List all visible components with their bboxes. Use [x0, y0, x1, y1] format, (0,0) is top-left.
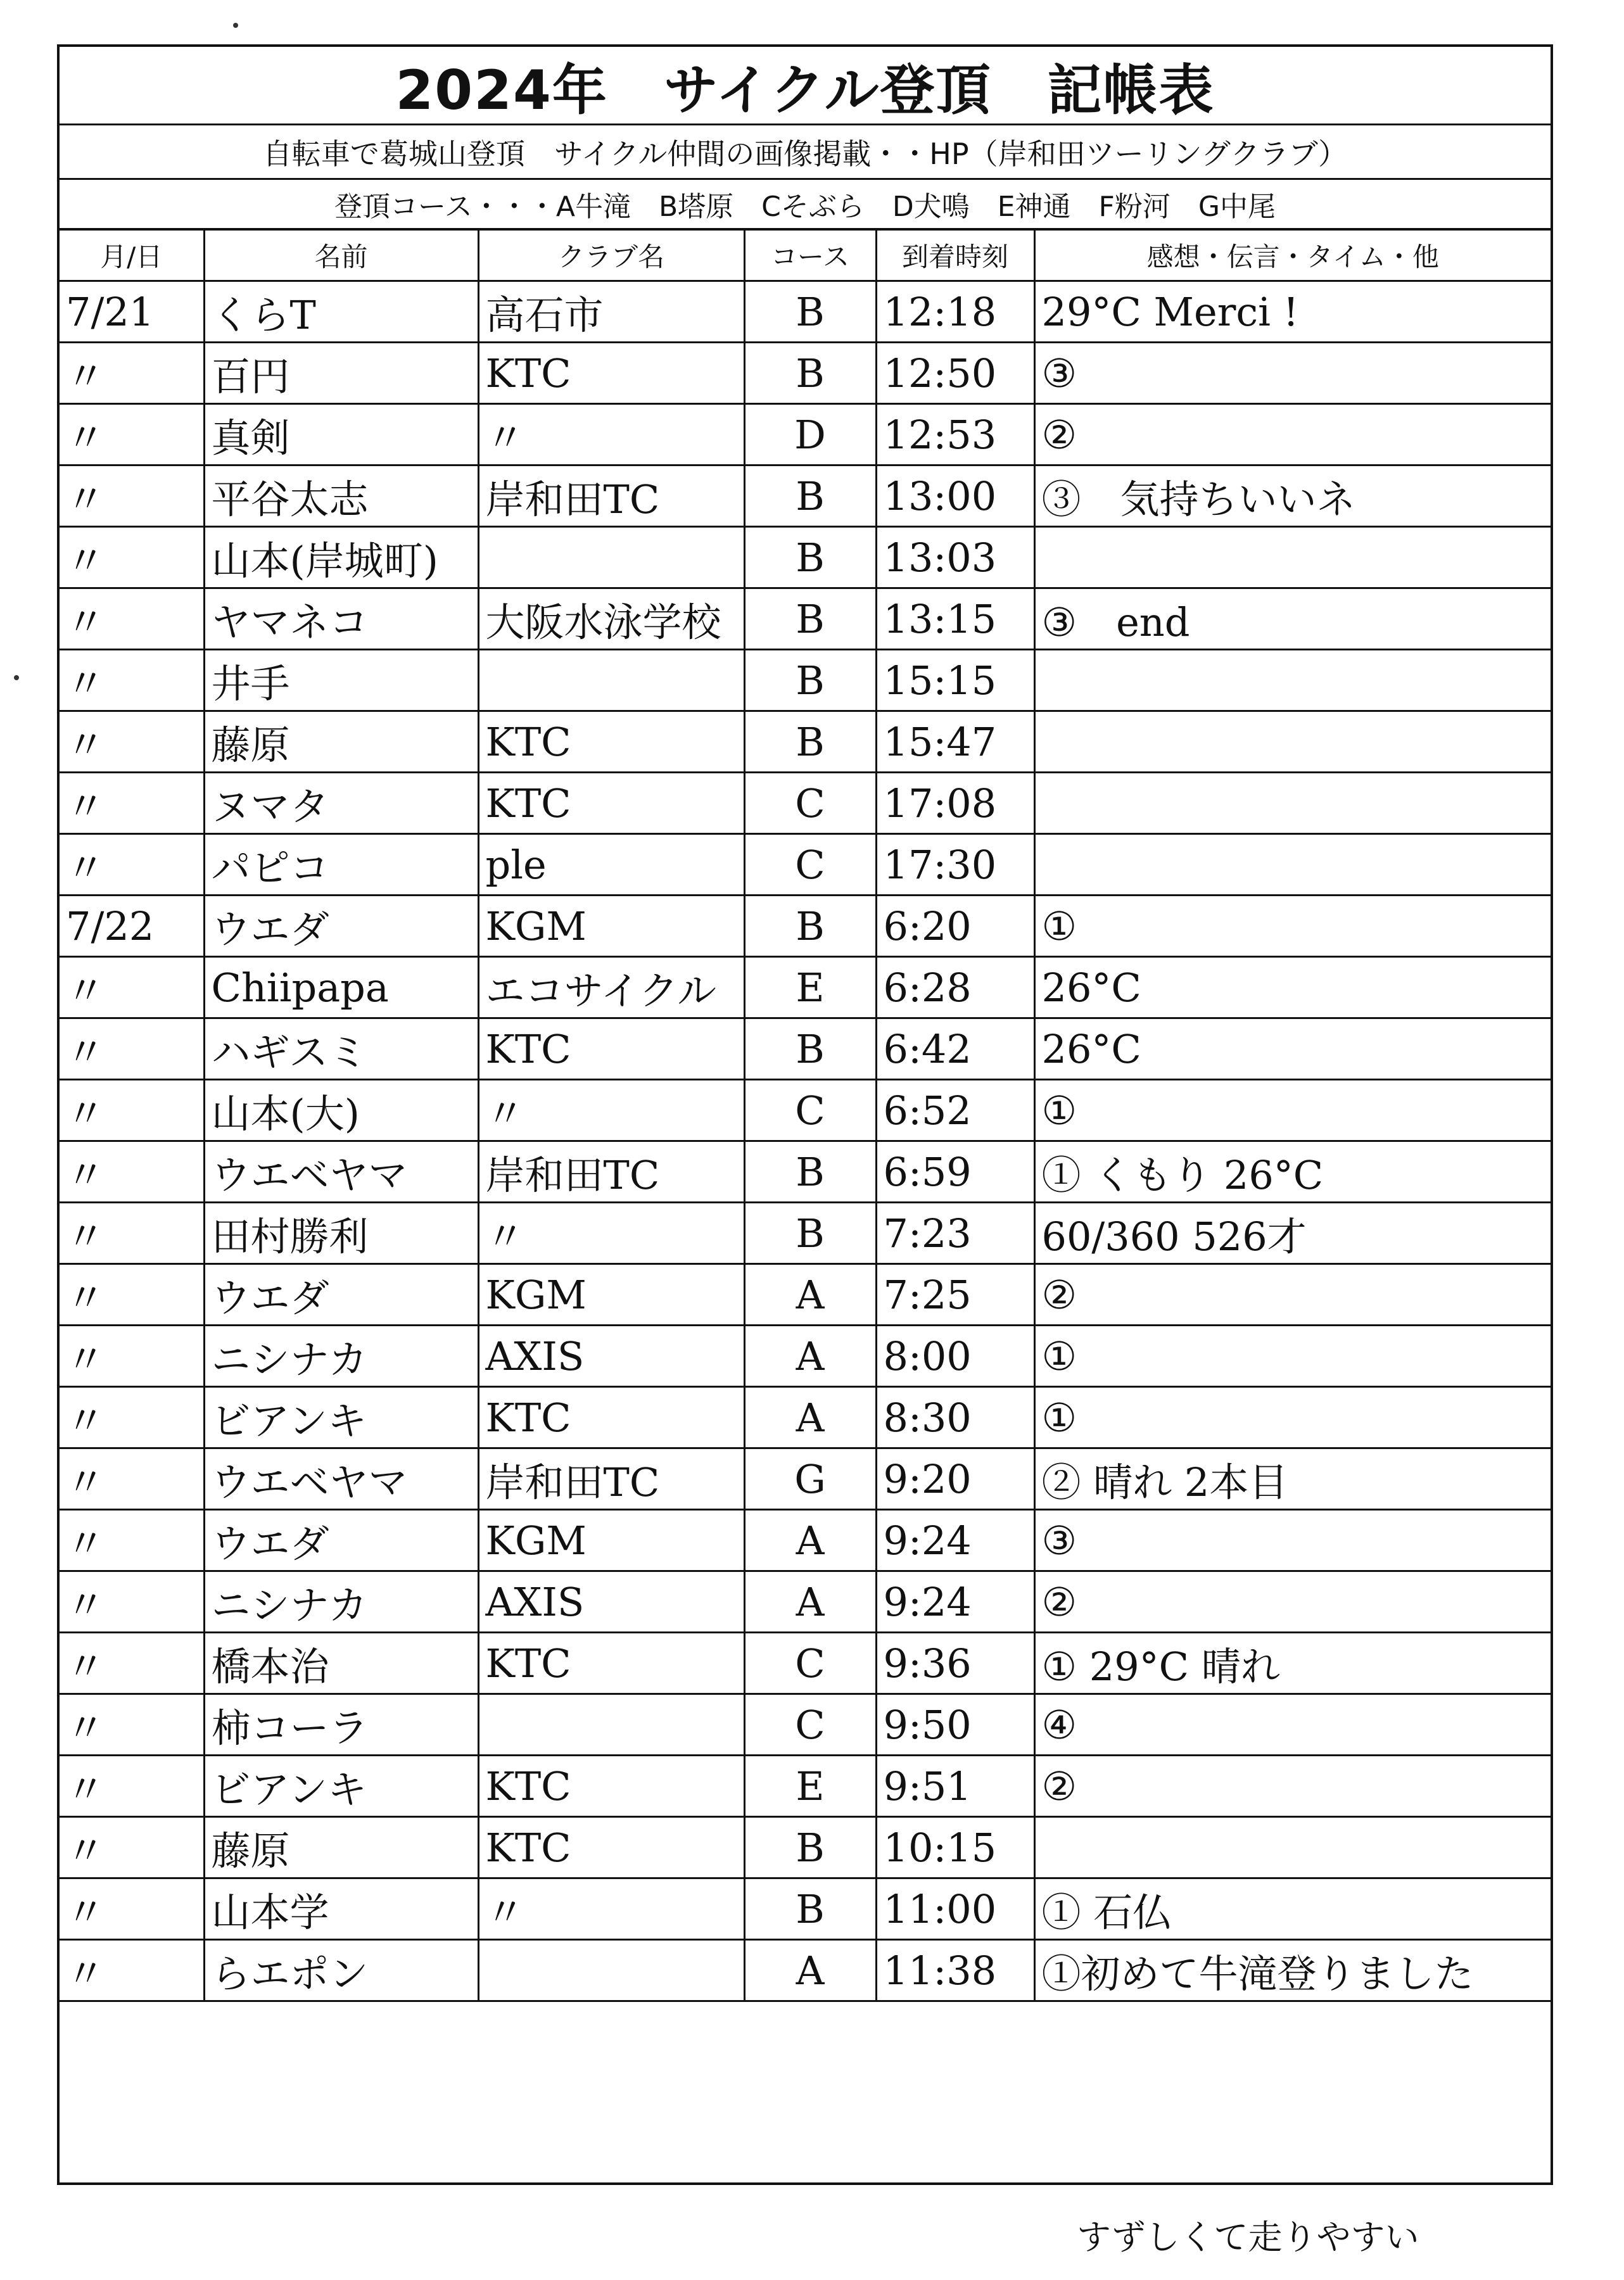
cell-note: ② 晴れ 2本目 [1034, 1448, 1551, 1510]
cell-time: 6:52 [876, 1080, 1034, 1141]
header-row [60, 231, 1551, 281]
cell-time: 13:15 [876, 588, 1034, 650]
cell-time: 15:47 [876, 711, 1034, 773]
cell-club: AXIS [478, 1326, 744, 1387]
cell-course: B [744, 711, 876, 773]
cell-club: KGM [478, 896, 744, 957]
cell-club: 高石市 [478, 281, 744, 343]
cell-date: 〃 [60, 1817, 204, 1878]
table-row [60, 957, 1551, 1018]
cell-time: 17:08 [876, 773, 1034, 834]
cell-note: ③ [1034, 1510, 1551, 1571]
cell-note: 26°C [1034, 957, 1551, 1018]
cell-time: 7:23 [876, 1203, 1034, 1264]
table-row [60, 896, 1551, 957]
cell-club: KTC [478, 1387, 744, 1448]
cell-course: E [744, 957, 876, 1018]
table-row [60, 1203, 1551, 1264]
title-row [60, 47, 1551, 125]
cell-time: 11:38 [876, 1940, 1034, 2001]
table-row [60, 1940, 1551, 2001]
col-header-date: 月/日 [60, 231, 204, 281]
cell-note [1034, 711, 1551, 773]
cell-club [478, 1694, 744, 1756]
cell-note: ① 石仏 [1034, 1878, 1551, 1940]
cell-club: KTC [478, 1633, 744, 1694]
cell-name: 井手 [204, 650, 478, 711]
col-header-club: クラブ名 [478, 231, 744, 281]
col-header-name: 名前 [204, 231, 478, 281]
cell-club: 岸和田TC [478, 1448, 744, 1510]
cell-date: 〃 [60, 343, 204, 404]
cell-time: 9:50 [876, 1694, 1034, 1756]
cell-date: 〃 [60, 1694, 204, 1756]
cell-course: B [744, 1817, 876, 1878]
cell-note: ① [1034, 1387, 1551, 1448]
cell-date: 〃 [60, 773, 204, 834]
cell-course: C [744, 1694, 876, 1756]
cell-name: くらT [204, 281, 478, 343]
table-row [60, 773, 1551, 834]
cell-course: A [744, 1940, 876, 2001]
cell-note: ①初めて牛滝登りました [1034, 1940, 1551, 2001]
table-row [60, 1448, 1551, 1510]
subtitle-row [60, 125, 1551, 180]
cell-time: 9:24 [876, 1571, 1034, 1633]
cell-date: 〃 [60, 1326, 204, 1387]
cell-time: 9:24 [876, 1510, 1034, 1571]
cell-club: 〃 [478, 1080, 744, 1141]
cell-time: 6:42 [876, 1018, 1034, 1080]
page-title: 2024年 サイクル登頂 記帳表 [395, 58, 1215, 122]
table-row [60, 1817, 1551, 1878]
cell-club: KTC [478, 711, 744, 773]
cell-club: KTC [478, 773, 744, 834]
cell-time: 9:36 [876, 1633, 1034, 1694]
cell-name: ウエベヤマ [204, 1141, 478, 1203]
cell-time: 7:25 [876, 1264, 1034, 1326]
cell-name: 柿コーラ [204, 1694, 478, 1756]
cell-course: C [744, 834, 876, 896]
cell-name: ニシナカ [204, 1326, 478, 1387]
cell-date: 〃 [60, 1940, 204, 2001]
cell-date: 〃 [60, 1141, 204, 1203]
cell-date: 〃 [60, 1387, 204, 1448]
speck [233, 23, 238, 28]
table-row [60, 1756, 1551, 1817]
cell-time: 12:53 [876, 404, 1034, 466]
table-row [60, 1694, 1551, 1756]
cell-club: 大阪水泳学校 [478, 588, 744, 650]
table-row [60, 527, 1551, 588]
col-header-time: 到着時刻 [876, 231, 1034, 281]
table-row [60, 834, 1551, 896]
cell-time: 11:00 [876, 1878, 1034, 1940]
table-row [60, 1878, 1551, 1940]
cell-name: パピコ [204, 834, 478, 896]
cell-date: 7/22 [60, 896, 204, 957]
cell-time: 6:28 [876, 957, 1034, 1018]
table-row [60, 1141, 1551, 1203]
cell-club: KTC [478, 343, 744, 404]
cell-time: 10:15 [876, 1817, 1034, 1878]
cell-course: B [744, 466, 876, 527]
table-row [60, 650, 1551, 711]
cell-club: 〃 [478, 1203, 744, 1264]
cell-club: 岸和田TC [478, 466, 744, 527]
table-row [60, 1571, 1551, 1633]
col-header-course: コース [744, 231, 876, 281]
cell-note: ① [1034, 1326, 1551, 1387]
cell-club: KTC [478, 1018, 744, 1080]
cell-date: 〃 [60, 466, 204, 527]
table-row [60, 281, 1551, 343]
cell-time: 6:20 [876, 896, 1034, 957]
cell-time: 12:50 [876, 343, 1034, 404]
cell-time: 13:00 [876, 466, 1034, 527]
cell-name: ニシナカ [204, 1571, 478, 1633]
cell-course: C [744, 773, 876, 834]
cell-name: ビアンキ [204, 1387, 478, 1448]
cell-date: 〃 [60, 404, 204, 466]
cell-name: ハギスミ [204, 1018, 478, 1080]
cell-course: B [744, 896, 876, 957]
cell-course: A [744, 1571, 876, 1633]
cell-time: 8:30 [876, 1387, 1034, 1448]
cell-club: KTC [478, 1756, 744, 1817]
cell-club: KGM [478, 1264, 744, 1326]
cell-club: AXIS [478, 1571, 744, 1633]
cell-course: B [744, 281, 876, 343]
cell-course: C [744, 1080, 876, 1141]
cell-date: 〃 [60, 527, 204, 588]
cell-note: 29°C Merci ! [1034, 281, 1551, 343]
cell-date: 〃 [60, 650, 204, 711]
cell-date: 〃 [60, 834, 204, 896]
table-row [60, 1080, 1551, 1141]
cell-name: 橋本治 [204, 1633, 478, 1694]
log-sheet [57, 44, 1553, 2185]
cell-course: B [744, 527, 876, 588]
table-row [60, 711, 1551, 773]
cell-name: 山本学 [204, 1878, 478, 1940]
cell-club: 〃 [478, 404, 744, 466]
cell-note: ② [1034, 1571, 1551, 1633]
cell-note: ② [1034, 1756, 1551, 1817]
cell-name: 真剣 [204, 404, 478, 466]
table-row [60, 588, 1551, 650]
cell-note: ③ 気持ちいいネ [1034, 466, 1551, 527]
table-row [60, 343, 1551, 404]
cell-note: ③ end [1034, 588, 1551, 650]
cell-name: 藤原 [204, 711, 478, 773]
table-row [60, 1018, 1551, 1080]
cell-course: A [744, 1510, 876, 1571]
cell-note [1034, 773, 1551, 834]
cell-date: 〃 [60, 957, 204, 1018]
cell-time: 9:51 [876, 1756, 1034, 1817]
cell-time: 6:59 [876, 1141, 1034, 1203]
cell-name: 藤原 [204, 1817, 478, 1878]
cell-name: ウエベヤマ [204, 1448, 478, 1510]
cell-date: 〃 [60, 1756, 204, 1817]
cell-note [1034, 1817, 1551, 1878]
cell-note: ① [1034, 1080, 1551, 1141]
cell-date: 〃 [60, 1571, 204, 1633]
cell-name: 百円 [204, 343, 478, 404]
cell-name: ヌマタ [204, 773, 478, 834]
cell-course: A [744, 1264, 876, 1326]
cell-club: 岸和田TC [478, 1141, 744, 1203]
cell-time: 8:00 [876, 1326, 1034, 1387]
cell-time: 15:15 [876, 650, 1034, 711]
cell-course: B [744, 1878, 876, 1940]
cell-note: ① 29°C 晴れ [1034, 1633, 1551, 1694]
cell-time: 13:03 [876, 527, 1034, 588]
cell-club: ple [478, 834, 744, 896]
course-legend-row [60, 180, 1551, 231]
cell-club [478, 527, 744, 588]
cell-time: 12:18 [876, 281, 1034, 343]
table-row [60, 466, 1551, 527]
table-row [60, 1510, 1551, 1571]
cell-club [478, 1940, 744, 2001]
page-subtitle: 自転車で葛城山登頂 サイクル仲間の画像掲載・・HP（岸和田ツーリングクラブ） [262, 136, 1348, 171]
cell-name: ウエダ [204, 1264, 478, 1326]
course-legend: 登頂コース・・・A牛滝 B塔原 Cそぶら D犬鳴 E神通 F粉河 G中尾 [334, 191, 1276, 223]
cell-course: A [744, 1387, 876, 1448]
cell-course: B [744, 343, 876, 404]
cell-name: 田村勝利 [204, 1203, 478, 1264]
cell-note: ② [1034, 404, 1551, 466]
cell-name: 山本(岸城町) [204, 527, 478, 588]
cell-name: 山本(大) [204, 1080, 478, 1141]
cell-name: ビアンキ [204, 1756, 478, 1817]
table-row [60, 1633, 1551, 1694]
cell-name: 平谷太志 [204, 466, 478, 527]
cell-date: 〃 [60, 1448, 204, 1510]
cell-course: B [744, 588, 876, 650]
col-header-note: 感想・伝言・タイム・他 [1034, 231, 1551, 281]
cell-name: Chiipapa [204, 957, 478, 1018]
cell-name: ウエダ [204, 1510, 478, 1571]
cell-course: B [744, 1141, 876, 1203]
footer-note: すずしくて走りやすい [1077, 2217, 1419, 2257]
cell-date: 〃 [60, 1633, 204, 1694]
cell-note: ① [1034, 896, 1551, 957]
cell-club: 〃 [478, 1878, 744, 1940]
cell-name: ヤマネコ [204, 588, 478, 650]
cell-name: らエポン [204, 1940, 478, 2001]
cell-note: ④ [1034, 1694, 1551, 1756]
cell-course: G [744, 1448, 876, 1510]
cell-note: ③ [1034, 343, 1551, 404]
cell-note: 60/360 526才 [1034, 1203, 1551, 1264]
cell-note [1034, 650, 1551, 711]
cell-course: B [744, 1018, 876, 1080]
speck [14, 675, 19, 680]
cell-course: C [744, 1633, 876, 1694]
table-row [60, 404, 1551, 466]
cell-time: 17:30 [876, 834, 1034, 896]
cell-note [1034, 834, 1551, 896]
cell-note [1034, 527, 1551, 588]
table-row [60, 1326, 1551, 1387]
cell-date: 〃 [60, 1510, 204, 1571]
cell-time: 9:20 [876, 1448, 1034, 1510]
cell-date: 7/21 [60, 281, 204, 343]
cell-date: 〃 [60, 1080, 204, 1141]
cell-course: A [744, 1326, 876, 1387]
cell-date: 〃 [60, 588, 204, 650]
cell-course: E [744, 1756, 876, 1817]
log-body [60, 281, 1551, 2001]
cell-note: ① くもり 26°C [1034, 1141, 1551, 1203]
log-table [60, 231, 1551, 2002]
cell-date: 〃 [60, 711, 204, 773]
table-row [60, 1264, 1551, 1326]
cell-club: KGM [478, 1510, 744, 1571]
cell-course: B [744, 650, 876, 711]
cell-date: 〃 [60, 1878, 204, 1940]
cell-date: 〃 [60, 1203, 204, 1264]
cell-club: エコサイクル [478, 957, 744, 1018]
cell-note: ② [1034, 1264, 1551, 1326]
cell-club [478, 650, 744, 711]
cell-note: 26°C [1034, 1018, 1551, 1080]
table-row [60, 1387, 1551, 1448]
cell-date: 〃 [60, 1264, 204, 1326]
cell-club: KTC [478, 1817, 744, 1878]
cell-course: B [744, 1203, 876, 1264]
cell-date: 〃 [60, 1018, 204, 1080]
cell-name: ウエダ [204, 896, 478, 957]
cell-course: D [744, 404, 876, 466]
